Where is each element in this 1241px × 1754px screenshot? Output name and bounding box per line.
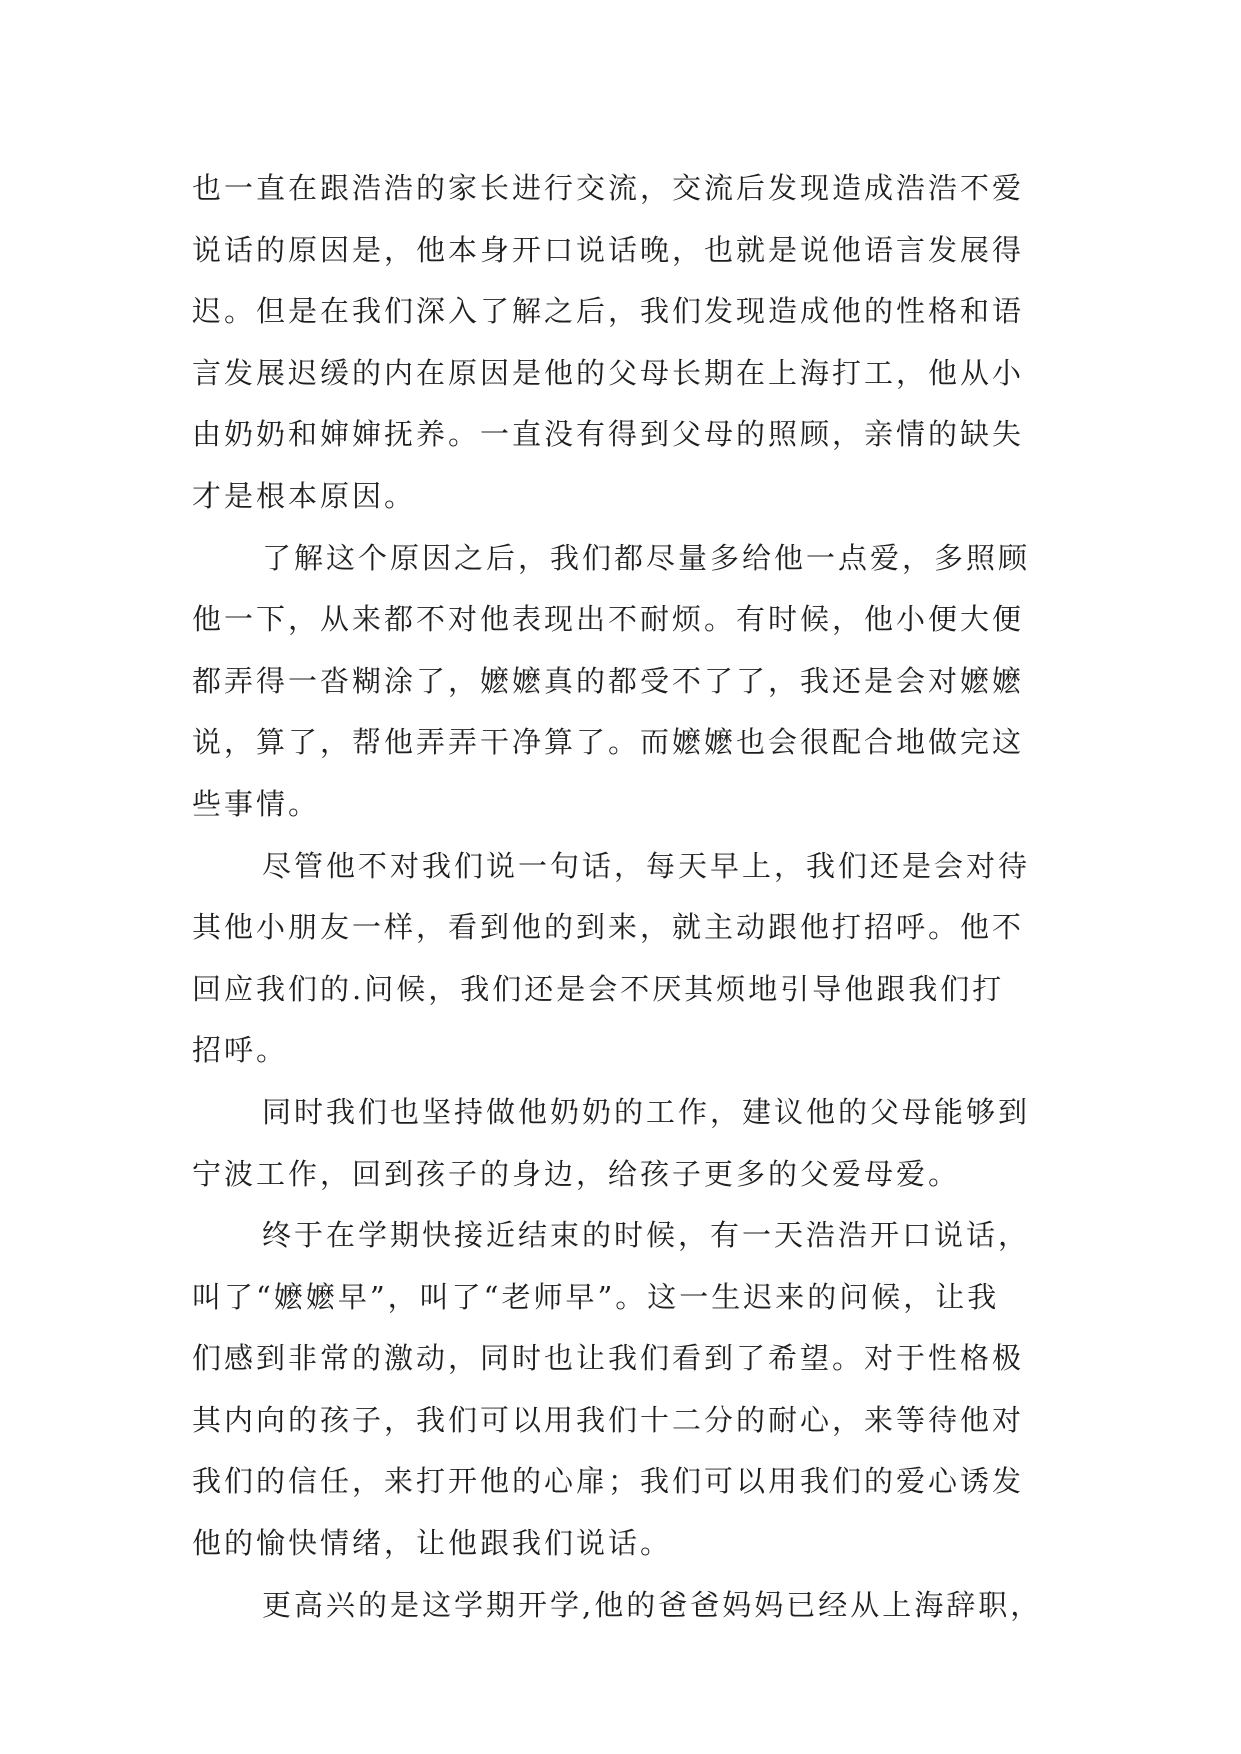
text-line: 也一直在跟浩浩的家长进行交流，交流后发现造成浩浩不爱 xyxy=(192,171,1025,205)
text-line: 终于在学期快接近结束的时候，有一天浩浩开口说话， xyxy=(262,1218,1031,1253)
text-line: 回应我们的.问候，我们还是会不厌其烦地引导他跟我们打 xyxy=(192,971,1005,1006)
text-line: 同时我们也坚持做他奶奶的工作，建议他的父母能够到 xyxy=(262,1094,1031,1129)
text-line: 说，算了，帮他弄弄干净算了。而嬷嬷也会很配合地做完这 xyxy=(192,725,1025,760)
text-line: 说话的原因是，他本身开口说话晚，也就是说他语言发展得 xyxy=(192,232,1025,267)
text-line: 由奶奶和婶婶抚养。一直没有得到父母的照顾，亲情的缺失 xyxy=(192,417,1025,452)
text-line: 迟。但是在我们深入了解之后，我们发现造成他的性格和语 xyxy=(192,294,1025,329)
text-line: 尽管他不对我们说一句话，每天早上，我们还是会对待 xyxy=(262,848,1031,883)
text-line: 言发展迟缓的内在原因是他的父母长期在上海打工，他从小 xyxy=(192,355,1025,390)
text-line: 们感到非常的激动，同时也让我们看到了希望。对于性格极 xyxy=(192,1341,1025,1376)
text-line: 其他小朋友一样，看到他的到来，就主动跟他打招呼。他不 xyxy=(192,910,1025,945)
text-line: 他一下，从来都不对他表现出不耐烦。有时候，他小便大便 xyxy=(192,602,1025,637)
text-line: 了解这个原因之后，我们都尽量多给他一点爱，多照顾 xyxy=(262,540,1031,575)
text-line: 宁波工作，回到孩子的身边，给孩子更多的父爱母爱。 xyxy=(192,1156,961,1191)
text-line: 都弄得一沓糊涂了，嬷嬷真的都受不了了，我还是会对嬷嬷 xyxy=(192,663,1025,698)
text-line: 才是根本原因。 xyxy=(192,478,417,513)
text-line: 更高兴的是这学期开学,他的爸爸妈妈已经从上海辞职， xyxy=(262,1587,1043,1622)
document-body xyxy=(192,158,1052,1636)
text-line: 些事情。 xyxy=(192,786,321,821)
text-line: 其内向的孩子，我们可以用我们十二分的耐心，来等待他对 xyxy=(192,1402,1025,1437)
text-line: 他的愉快情绪，让他跟我们说话。 xyxy=(192,1526,673,1561)
text-line: 我们的信任，来打开他的心扉；我们可以用我们的爱心诱发 xyxy=(192,1464,1025,1499)
text-line: 招呼。 xyxy=(192,1033,289,1068)
text-line: 叫了“嬷嬷早”，叫了“老师早”。这一生迟来的问候，让我 xyxy=(192,1279,1000,1314)
